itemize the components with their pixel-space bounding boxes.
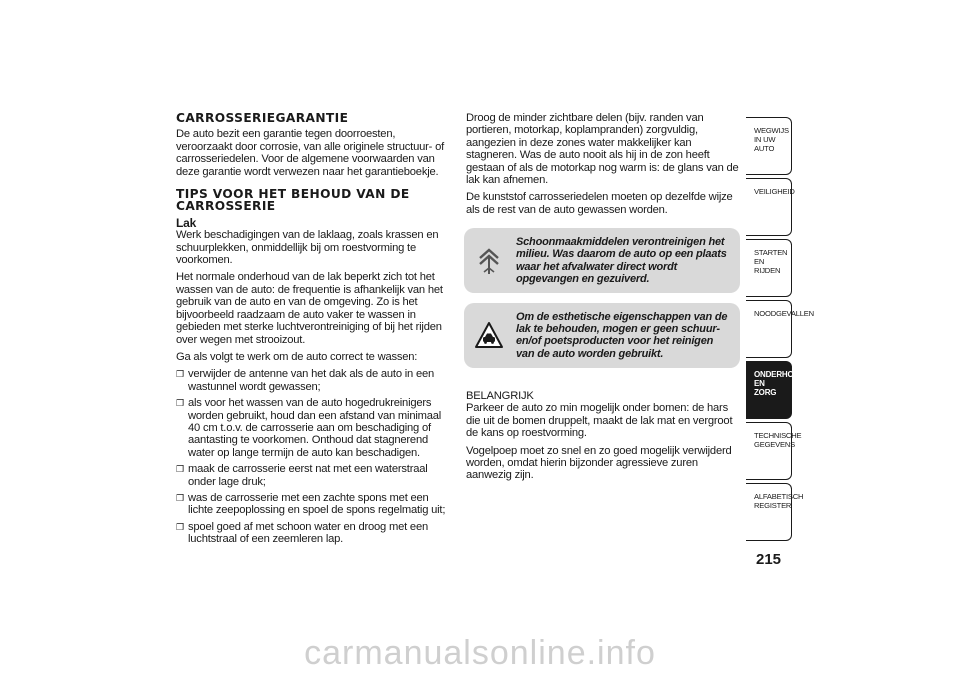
checkbox-bullet-icon: ❒: [176, 521, 184, 532]
watermark: carmanualsonline.info: [304, 634, 656, 672]
environment-note-text: Schoonmaakmiddelen verontreinigen het milieu. Was daarom de auto op een plaats waar het afvalwater direct wordt opgevangen en gezuiverd.: [516, 236, 727, 285]
list-item: [176, 397, 454, 459]
chapter-tabs: [746, 117, 814, 544]
list-item-text: was de carrosserie met een zachte spons met een lichte zeepoplossing en spoel de spons regelmatig uit;: [188, 491, 446, 517]
paragraph: Vogelpoep moet zo snel en zo goed mogelijk verwijderd worden, omdat hierin bijzonder agressieve zuren aanwezig zijn.: [466, 444, 732, 482]
subheading-lak: Lak: [176, 215, 197, 230]
environment-icon: [474, 246, 504, 276]
checkbox-bullet-icon: ❒: [176, 369, 184, 380]
tab-technische-gegevens[interactable]: TECHNISCHE GEGEVENS: [746, 422, 792, 480]
list-item-text: maak de carrosserie eerst nat met een waterstraal onder lage druk;: [188, 463, 428, 488]
environment-note: [464, 228, 740, 293]
list-item: [176, 463, 454, 488]
page-number: 215: [756, 551, 782, 568]
paragraph: Ga als volgt te werk om de auto correct te wassen:: [176, 350, 418, 363]
washing-steps-list: [176, 368, 454, 545]
paragraph: Parkeer de auto zo min mogelijk onder bomen: de hars die uit de bomen druppelt, maakt de lak mat en vergroot de kans op roestvorming.: [466, 402, 733, 440]
checkbox-bullet-icon: ❒: [176, 464, 184, 475]
paragraph: Droog de minder zichtbare delen (bijv. randen van portieren, motorkap, koplampranden) zorgvuldig, aangezien in deze zones water makkelijker kan stagneren. Was de auto nooit als hij in de zon heeft gestaan of als de motorkap nog warm is: de glans van de lak kan afnemen.: [466, 112, 739, 187]
checkbox-bullet-icon: ❒: [176, 492, 184, 503]
section-heading-tips: TIPS VOOR HET BEHOUD VAN DE CARROSSERIE: [176, 187, 410, 214]
right-column: [466, 112, 740, 487]
checkbox-bullet-icon: ❒: [176, 398, 184, 409]
section-heading-carrosseriegarantie: CARROSSERIEGARANTIE: [176, 111, 349, 125]
list-item: [176, 521, 454, 546]
tab-wegwijs-in-uw-auto[interactable]: WEGWIJS IN UW AUTO: [746, 117, 792, 175]
tab-onderhoud-en-zorg[interactable]: ONDERHOUD EN ZORG: [746, 361, 792, 419]
paragraph: Werk beschadigingen van de laklaag, zoals krassen en schuurplekken, onmiddellijk bij om roestvorming te voorkomen.: [176, 229, 439, 267]
tab-starten-en-rijden[interactable]: STARTEN EN RIJDEN: [746, 239, 792, 297]
tab-noodgevallen[interactable]: NOODGEVALLEN: [746, 300, 792, 358]
left-column: [176, 112, 454, 550]
list-item-text: spoel goed af met schoon water en droog met een luchtstraal of een zeemleren lap.: [188, 520, 428, 546]
list-item-text: als voor het wassen van de auto hogedrukreinigers worden gebruikt, houd dan een afstand van minimaal 40 cm t.o.v. de carrosserie aan om beschadiging of aantasting te voorkomen. Onthoud dat stagnerend water op lange termijn de auto kan beschadigen.: [188, 397, 442, 459]
paragraph: De auto bezit een garantie tegen doorroesten, veroorzaakt door corrosie, van alle originele structuur- of carrosseriedelen. Voor de algemene voorwaarden van deze garantie wordt verwezen naar het garantieboekje.: [176, 128, 445, 178]
tab-veiligheid[interactable]: VEILIGHEID: [746, 178, 792, 236]
tab-alfabetisch-register[interactable]: ALFABETISCH REGISTER: [746, 483, 792, 541]
paragraph: Het normale onderhoud van de lak beperkt zich tot het wassen van de auto: de frequentie is afhankelijk van het gebruik van de auto en van de omgeving. Zo is het bijvoorbeeld raadzaam de auto vaker te wassen in gebieden met sterke luchtverontreiniging of bij het rijden over wegen met strooizout.: [176, 271, 443, 346]
paint-warning-note-text: Om de esthetische eigenschappen van de lak te behouden, mogen er geen schuur- en/of poetsproducten voor het reinigen van de auto worden gebruikt.: [516, 311, 728, 360]
list-item: [176, 368, 454, 393]
warning-car-icon: [474, 320, 504, 350]
paint-warning-note: [464, 303, 740, 368]
list-item-text: verwijder de antenne van het dak als de auto in een wastunnel wordt gewassen;: [188, 368, 435, 393]
paragraph: De kunststof carrosseriedelen moeten op dezelfde wijze als de rest van de auto gewassen worden.: [466, 191, 733, 216]
important-label: BELANGRIJK: [466, 389, 534, 402]
list-item: [176, 492, 454, 517]
